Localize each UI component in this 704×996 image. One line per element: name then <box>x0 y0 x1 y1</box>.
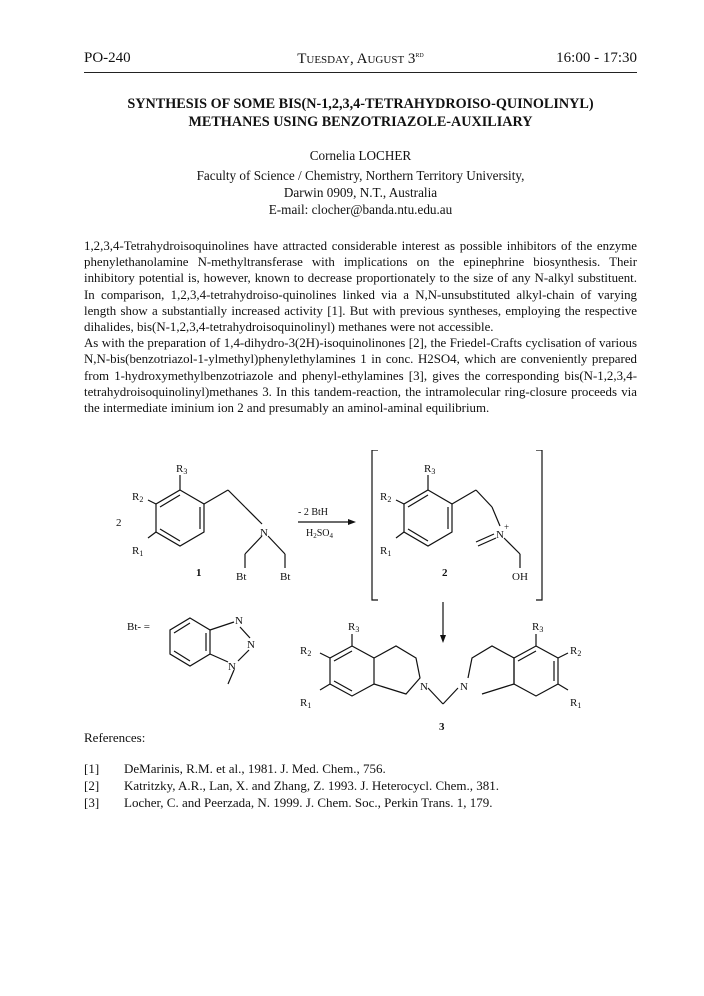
paper-title <box>84 95 637 131</box>
compound-3-label: 3 <box>439 721 445 733</box>
reference-text: Katritzky, A.R., Lan, X. and Zhang, Z. 1993. J. Heterocycl. Chem., 381. <box>124 778 499 793</box>
n-atom-bt-3: N <box>228 661 236 673</box>
svg-text:R2: R2 <box>300 645 312 658</box>
reference-number: [2] <box>84 778 100 793</box>
plus-charge: + <box>504 522 510 532</box>
svg-text:R2: R2 <box>380 491 392 504</box>
benzotriazole-ring <box>170 618 210 666</box>
date-superscript: rd <box>415 50 424 59</box>
affiliation-line-1: Faculty of Science / Chemistry, Northern Territory University, <box>196 168 525 183</box>
n-atom-1: N <box>260 527 268 539</box>
compound-2-side-label: 2 <box>116 517 122 529</box>
compound-1-ring <box>156 490 204 546</box>
reagent-1: - 2 BtH <box>298 507 328 518</box>
title-line-1: SYNTHESIS OF SOME BIS(N-1,2,3,4-TETRAHYDROISO-QUINOLINYL) <box>127 96 594 112</box>
affiliation-email: E-mail: clocher@banda.ntu.edu.au <box>268 202 453 217</box>
title-line-2: METHANES USING BENZOTRIAZOLE-AUXILIARY <box>188 114 533 130</box>
author: Cornelia LOCHER <box>309 148 412 163</box>
session-date <box>84 50 637 68</box>
svg-text:R1: R1 <box>132 545 144 558</box>
poster-code: PO-240 <box>84 50 131 66</box>
n-atom-3b: N <box>460 681 468 693</box>
compound-2-label: 2 <box>442 567 448 579</box>
bt-label-b: Bt <box>280 571 291 583</box>
svg-text:H2SO4: $H_2SO_4$ <box>306 528 334 540</box>
svg-text:R3: R3 <box>532 621 544 634</box>
svg-text:R1: R1 <box>380 545 392 558</box>
svg-text:R3: R3 <box>176 463 188 476</box>
compound-1-label: 1 <box>196 567 202 579</box>
bt-label-a: Bt <box>236 571 247 583</box>
session-time: 16:00 - 17:30 <box>556 50 637 66</box>
compound-3-right-ring <box>514 646 558 696</box>
n-atom-3a: N <box>420 681 428 693</box>
reaction-scheme <box>110 450 630 745</box>
affiliation <box>84 167 637 218</box>
svg-text:R1: R1 <box>300 697 312 710</box>
oh-label: OH <box>512 571 528 583</box>
references-heading: References: <box>84 730 146 745</box>
reference-text: DeMarinis, R.M. et al., 1981. J. Med. Chem., 756. <box>124 761 386 776</box>
compound-2-ring <box>404 490 452 546</box>
reference-item <box>84 794 637 811</box>
svg-text:R3: R3 <box>348 621 360 634</box>
paragraph-2: As with the preparation of 1,4-dihydro-3(2H)-isoquinolinones [2], the Friedel-Crafts cyclisation of various N,N-bis(benzotriazol-1-ylmethyl)phenylethylamines 1 in conc. H2SO4, which are conveniently prepared from 1-hydroxymethylbenzotriazole and phenyl-ethylamines [3], gives the corresponding bis(N-1,2,3,4-tetrahydroisoquinolinyl)methanes 3. In this tandem-reaction, the intramolecular ring-closure proceeds via the intermediate iminium ion 2 and presumably an aminol-aminal equilibrium. <box>84 336 637 416</box>
session-date-text: Tuesday, August 3 <box>297 51 416 67</box>
n-atom-bt-2: N <box>247 639 255 651</box>
reference-item <box>84 777 637 794</box>
n-atom-2: N <box>496 529 504 541</box>
header-rule <box>84 72 637 73</box>
n-atom-bt-1: N <box>235 615 243 627</box>
paragraph-1: 1,2,3,4-Tetrahydroisoquinolines have attracted considerable interest as possible inhibitors of the enzyme phenylethanolamine N-methyltransferase with implications on the epinephrine biosynthesis. Their inhibitory potential is, however, known to decrease proportionately to the size of any N-alkyl substituent. In comparison, 1,2,3,4-tetrahydroiso-quinolines linked via a N,N-unsubstituted alkyl-chain of varying length show a substantially increased activity [1]. But with previous syntheses, employing the respective dihalides, bis(N-1,2,3,4-tetrahydroisoquinolinyl) methanes were not accessible. <box>84 239 637 335</box>
svg-text:R2: R2 <box>570 645 582 658</box>
reference-text: Locher, C. and Peerzada, N. 1999. J. Chem. Soc., Perkin Trans. 1, 179. <box>124 795 493 810</box>
abstract-body <box>84 238 637 416</box>
affiliation-line-2: Darwin 0909, N.T., Australia <box>283 185 438 200</box>
references-list <box>84 760 637 811</box>
bt-definition: Bt- = <box>127 621 151 633</box>
reference-item <box>84 760 637 777</box>
reference-number: [1] <box>84 761 100 776</box>
compound-3-left-ring <box>330 646 374 696</box>
svg-text:R1: R1 <box>570 697 582 710</box>
svg-text:R3: R3 <box>424 463 436 476</box>
reference-number: [3] <box>84 795 100 810</box>
svg-text:R2: R2 <box>132 491 144 504</box>
